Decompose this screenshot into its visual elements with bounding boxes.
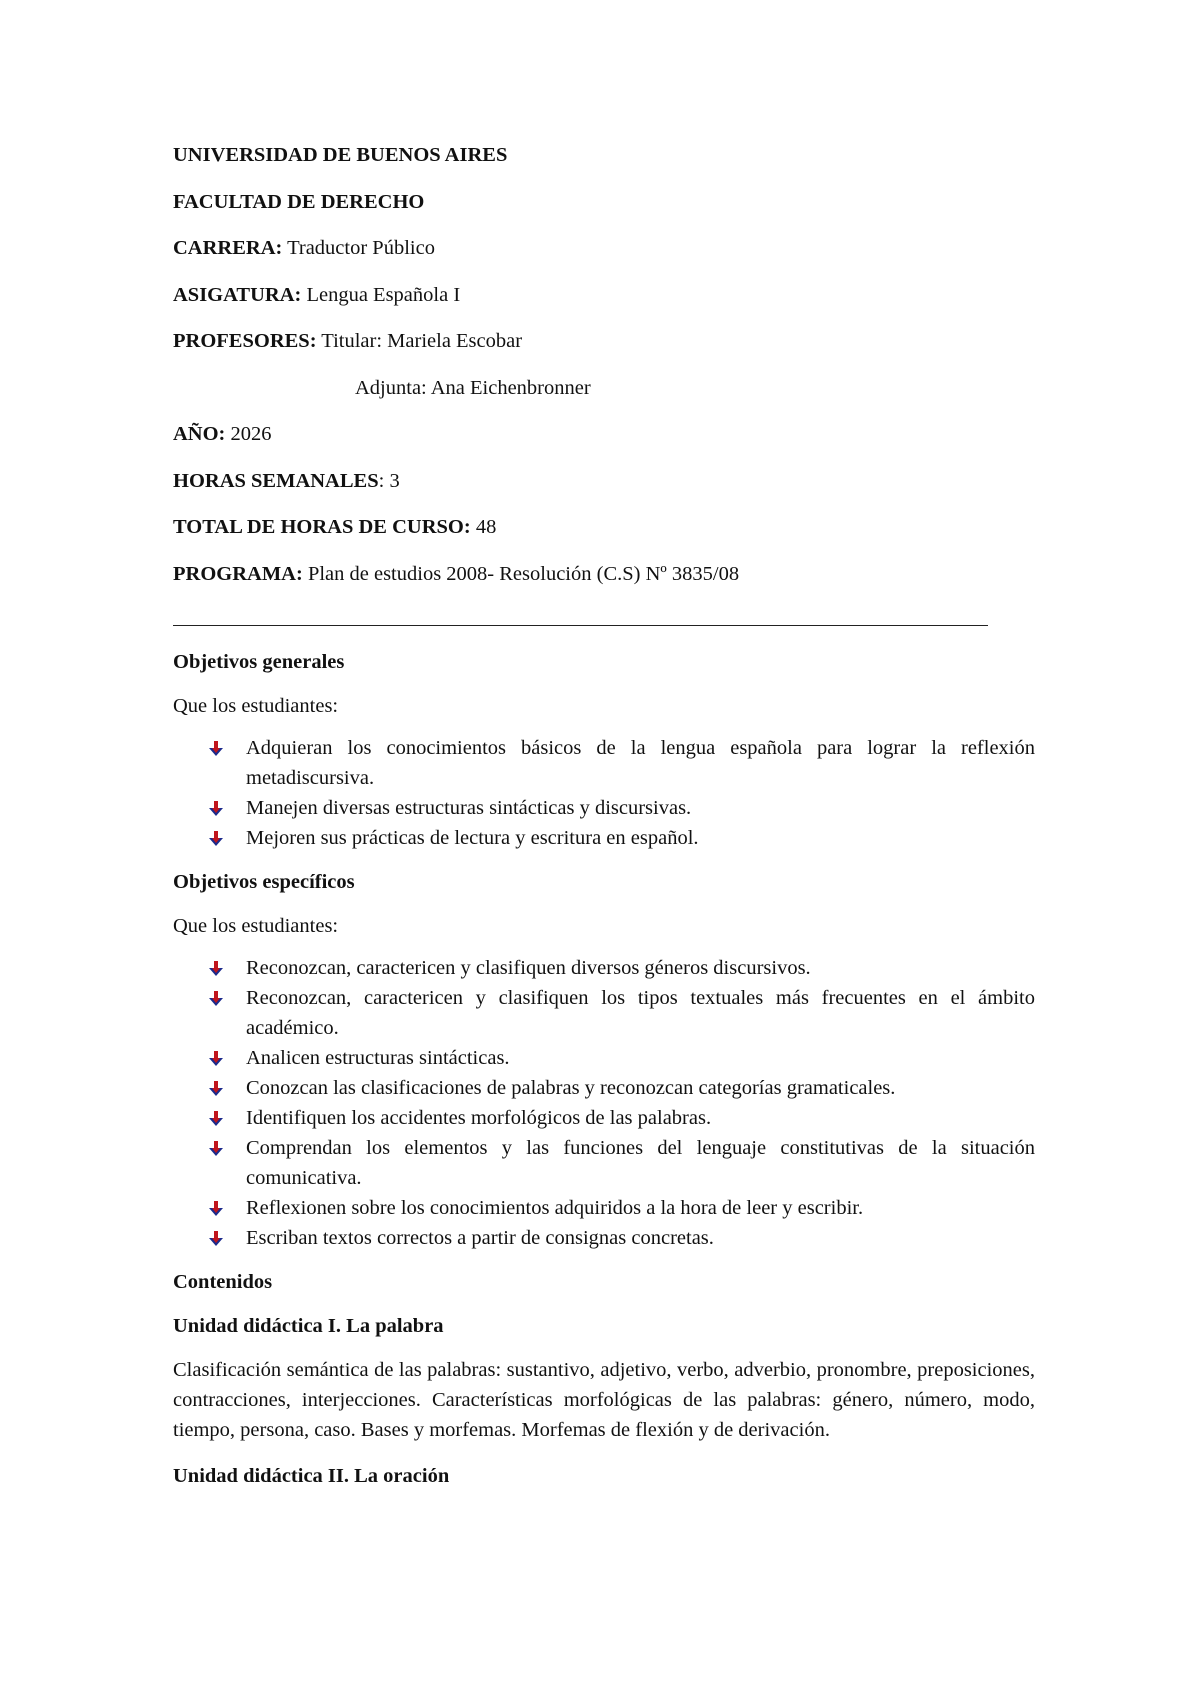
arrow-down-icon <box>209 1111 223 1127</box>
list-item <box>173 1103 1035 1133</box>
general-objectives-title: Objetivos generales <box>173 651 345 673</box>
horizontal-divider <box>173 605 1035 635</box>
document-page <box>173 140 1035 1508</box>
year-line <box>173 419 1035 449</box>
arrow-down-icon <box>209 1141 223 1157</box>
list-item-text: Adquieran los conocimientos básicos de la lengua española para lograr la reflexión metadiscursiva. <box>246 737 1035 789</box>
list-item <box>173 1073 1035 1103</box>
career-label: CARRERA: <box>173 237 283 259</box>
list-item-text: Reconozcan, caractericen y clasifiquen diversos géneros discursivos. <box>246 957 811 979</box>
arrow-down-icon <box>209 801 223 817</box>
list-item <box>173 1223 1035 1253</box>
arrow-down-icon <box>209 1051 223 1067</box>
unit2-title: Unidad didáctica II. La oración <box>173 1465 450 1487</box>
list-item <box>173 1043 1035 1073</box>
subject-label: ASIGATURA: <box>173 283 302 306</box>
program-value: Plan de estudios 2008- Resolución (C.S) Nº 3835/08 <box>302 562 740 585</box>
unit1-title: Unidad didáctica I. La palabra <box>173 1315 444 1337</box>
list-item <box>173 1133 1035 1193</box>
arrow-down-icon <box>209 991 223 1007</box>
list-item <box>173 733 1035 793</box>
contents-title: Contenidos <box>173 1271 273 1293</box>
faculty-name: FACULTAD DE DERECHO <box>173 190 425 213</box>
list-item-text: Manejen diversas estructuras sintácticas y discursivas. <box>246 797 692 819</box>
list-item <box>173 1193 1035 1223</box>
list-item-text: Mejoren sus prácticas de lectura y escritura en español. <box>246 827 699 849</box>
arrow-down-icon <box>209 1081 223 1097</box>
list-item <box>173 953 1035 983</box>
list-item-text: Escriban textos correctos a partir de consignas concretas. <box>246 1227 714 1249</box>
professors-titular: Titular: Mariela Escobar <box>316 330 523 352</box>
arrow-down-icon <box>209 1231 223 1247</box>
program-line <box>173 559 1035 589</box>
professors-label: PROFESORES: <box>173 330 317 352</box>
specific-objectives-title: Objetivos específicos <box>173 871 355 893</box>
list-item-text: Analicen estructuras sintácticas. <box>246 1047 510 1069</box>
arrow-down-icon <box>209 1201 223 1217</box>
year-label: AÑO: <box>173 423 226 445</box>
list-item-text: Conozcan las clasificaciones de palabras y reconozcan categorías gramaticales. <box>246 1077 896 1099</box>
year-value: 2026 <box>225 423 272 445</box>
general-objectives-intro: Que los estudiantes: <box>173 695 339 717</box>
list-item-text: Comprendan los elementos y las funciones del lenguaje constitutivas de la situación comunicativa. <box>246 1137 1035 1189</box>
professors-line <box>173 326 1035 356</box>
subject-line <box>173 280 1035 310</box>
arrow-down-icon <box>209 961 223 977</box>
unit1-text: Clasificación semántica de las palabras: sustantivo, adjetivo, verbo, adverbio, pronombre, preposiciones, contracciones, interjecciones. Características morfológicas de las palabras: género, número, modo, tiempo, persona, caso. Bases y morfemas. Morfemas de flexión y de derivación. <box>173 1359 1035 1441</box>
general-objectives-list <box>173 733 1035 853</box>
weekly-hours-label: HORAS SEMANALES <box>173 469 379 492</box>
weekly-hours-value: : 3 <box>378 469 400 492</box>
arrow-down-icon <box>209 741 223 757</box>
total-hours-line <box>173 512 1035 542</box>
list-item <box>173 823 1035 853</box>
list-item <box>173 983 1035 1043</box>
total-hours-value: 48 <box>470 516 497 538</box>
specific-objectives-intro: Que los estudiantes: <box>173 915 339 937</box>
weekly-hours-line <box>173 466 1035 496</box>
list-item-text: Reconozcan, caractericen y clasifiquen los tipos textuales más frecuentes en el ámbito académico. <box>246 987 1035 1039</box>
program-label: PROGRAMA: <box>173 562 303 585</box>
career-value: Traductor Público <box>282 237 435 259</box>
specific-objectives-list <box>173 953 1035 1253</box>
professors-adjunta: Adjunta: Ana Eichenbronner <box>355 376 591 399</box>
list-item <box>173 793 1035 823</box>
university-name: UNIVERSIDAD DE BUENOS AIRES <box>173 144 508 166</box>
list-item-text: Reflexionen sobre los conocimientos adquiridos a la hora de leer y escribir. <box>246 1197 864 1219</box>
arrow-down-icon <box>209 831 223 847</box>
subject-value: Lengua Española I <box>301 283 461 306</box>
total-hours-label: TOTAL DE HORAS DE CURSO: <box>173 516 471 538</box>
career-line <box>173 233 1035 263</box>
list-item-text: Identifiquen los accidentes morfológicos de las palabras. <box>246 1107 712 1129</box>
